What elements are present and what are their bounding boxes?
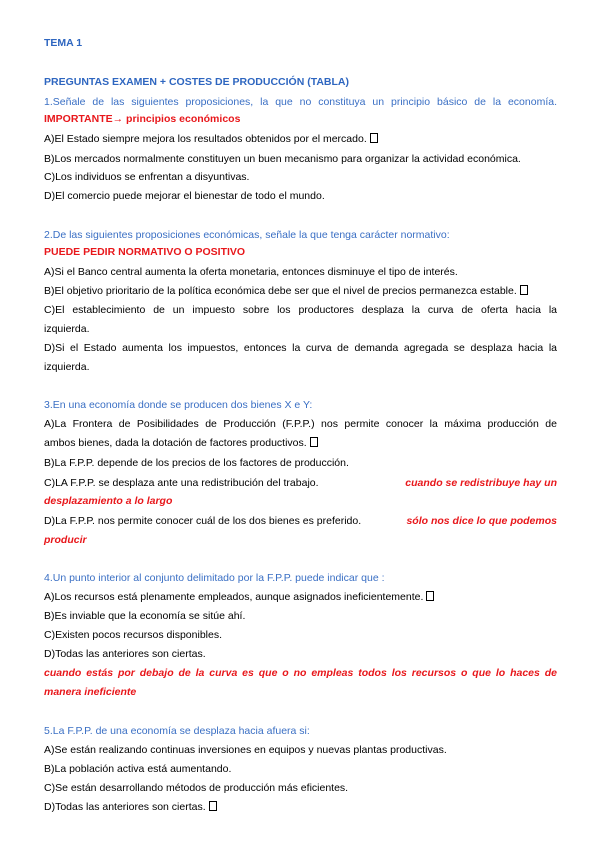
checkbox-icon: [426, 591, 434, 601]
checkbox-icon: [370, 133, 378, 143]
question-2-option-d: D)Si el Estado aumenta los impuestos, entonces la curva de demanda agregada se desplaza hacia la: [44, 342, 557, 354]
section-heading: PREGUNTAS EXAMEN + COSTES DE PRODUCCIÓN (TABLA): [44, 76, 350, 88]
question-3-option-d-note-cont: producir: [44, 534, 87, 546]
question-3-option-c: [44, 476, 557, 490]
question-1-option-a: A)El Estado siempre mejora los resultados obtenidos por el mercado.: [44, 132, 557, 146]
question-1-option-b: B)Los mercados normalmente constituyen un buen mecanismo para organizar la actividad económica.: [44, 153, 521, 165]
question-1-option-d: D)El comercio puede mejorar el bienestar de todo el mundo.: [44, 190, 325, 202]
question-4-option-b: B)Es inviable que la economía se sitúe ahí.: [44, 610, 246, 622]
question-3-option-d-note: sólo nos dice lo que podemos: [406, 515, 557, 527]
question-5-option-d: D)Todas las anteriores son ciertas.: [44, 800, 557, 814]
question-3-option-b: B)La F.P.P. depende de los precios de los factores de producción.: [44, 457, 349, 469]
question-3-option-d-text: D)La F.P.P. nos permite conocer cuál de los dos bienes es preferido.: [44, 515, 362, 527]
question-2-note: PUEDE PEDIR NORMATIVO O POSITIVO: [44, 246, 246, 258]
question-2-option-a: A)Si el Banco central aumenta la oferta monetaria, entonces disminuye el tipo de interés.: [44, 266, 458, 278]
question-4-option-a: A)Los recursos está plenamente empleados, aunque asignados ineficientemente.: [44, 590, 557, 604]
question-2-option-b: B)El objetivo prioritario de la política económica debe ser que el nivel de precios permanezca estable.: [44, 284, 557, 298]
question-3-option-c-note: cuando se redistribuye hay un: [405, 477, 557, 489]
question-4-option-c: C)Existen pocos recursos disponibles.: [44, 629, 222, 641]
question-3-option-d: [44, 514, 557, 528]
question-3: 3.En una economía donde se producen dos bienes X e Y:: [44, 399, 313, 411]
question-3-option-a: A)La Frontera de Posibilidades de Producción (F.P.P.) nos permite conocer la máxima producción de: [44, 418, 557, 430]
question-2-option-c-cont: izquierda.: [44, 323, 90, 335]
checkbox-icon: [520, 285, 528, 295]
question-4-option-d: D)Todas las anteriores son ciertas.: [44, 648, 206, 660]
question-4: 4.Un punto interior al conjunto delimitado por la F.P.P. puede indicar que :: [44, 572, 385, 584]
question-4-note-cont: manera ineficiente: [44, 686, 137, 698]
question-1: 1.Señale de las siguientes proposiciones, la que no constituya un principio básico de la economía.: [44, 96, 557, 108]
question-5-option-c: C)Se están desarrollando métodos de producción más eficientes.: [44, 782, 349, 794]
question-4-note: cuando estás por debajo de la curva es que o no empleas todos los recursos o que lo haces de: [44, 667, 557, 679]
checkbox-icon: [310, 437, 318, 447]
question-3-option-a-cont: ambos bienes, dada la dotación de factores productivos.: [44, 436, 557, 450]
question-2-option-d-cont: izquierda.: [44, 361, 90, 373]
checkbox-icon: [209, 801, 217, 811]
tema-heading: TEMA 1: [44, 37, 83, 49]
question-5-option-a: A)Se están realizando continuas inversiones en equipos y nuevas plantas productivas.: [44, 744, 447, 756]
question-2: 2.De las siguientes proposiciones económicas, señale la que tenga carácter normativo:: [44, 229, 450, 241]
question-5-option-b: B)La población activa está aumentando.: [44, 763, 232, 775]
question-2-option-c: C)El establecimiento de un impuesto sobre los productores desplaza la curva de oferta hacia la: [44, 304, 557, 316]
question-3-option-c-text: C)LA F.P.P. se desplaza ante una redistribución del trabajo.: [44, 477, 319, 489]
question-5: 5.La F.P.P. de una economía se desplaza hacia afuera si:: [44, 725, 310, 737]
question-3-option-c-note-cont: desplazamiento a lo largo: [44, 495, 173, 507]
question-1-note: IMPORTANTE→ principios económicos: [44, 113, 241, 125]
question-1-option-c: C)Los individuos se enfrentan a disyuntivas.: [44, 171, 250, 183]
